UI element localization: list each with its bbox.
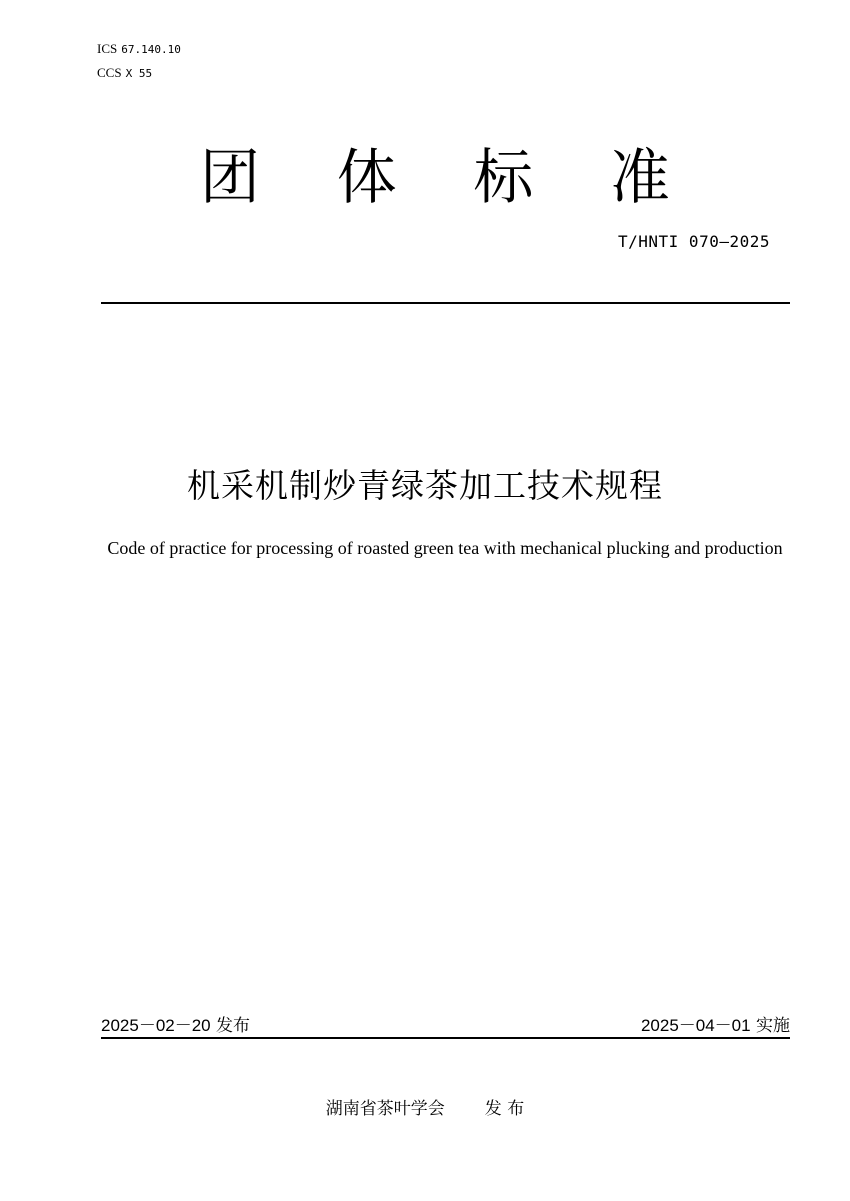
standard-type-char: 准 [609, 143, 670, 213]
standard-type-char: 团 [200, 143, 260, 213]
standard-type-heading [200, 138, 670, 218]
standard-type-char: 体 [336, 143, 397, 213]
document-title-english: Code of practice for processing of roasted green tea with mechanical plucking and production [107, 538, 783, 558]
ccs-label: CCS [97, 65, 122, 80]
publisher-name: 湖南省茶叶学会 [325, 1099, 445, 1119]
standard-number: T/HNTI 070—2025 [618, 232, 770, 251]
ics-value: 67.140.10 [121, 43, 181, 56]
standard-type-char: 标 [473, 143, 534, 213]
publisher-action: 发 布 [484, 1099, 525, 1119]
bottom-divider [101, 1037, 790, 1039]
publisher-line [0, 1097, 850, 1121]
implementation-date: 2025－04－01 [640, 1016, 751, 1035]
issue-date-line [101, 1015, 250, 1037]
document-title-chinese: 机采机制炒青绿茶加工技术规程 [187, 466, 663, 505]
ics-label: ICS [97, 41, 118, 56]
implementation-label: 实施 [756, 1016, 790, 1036]
ccs-line [97, 66, 152, 81]
issue-date: 2025－02－20 [101, 1016, 211, 1035]
top-divider [101, 302, 790, 304]
issue-label: 发布 [216, 1016, 251, 1036]
ics-line [97, 42, 181, 57]
implementation-date-line [641, 1015, 790, 1037]
ccs-value: X 55 [125, 67, 153, 80]
